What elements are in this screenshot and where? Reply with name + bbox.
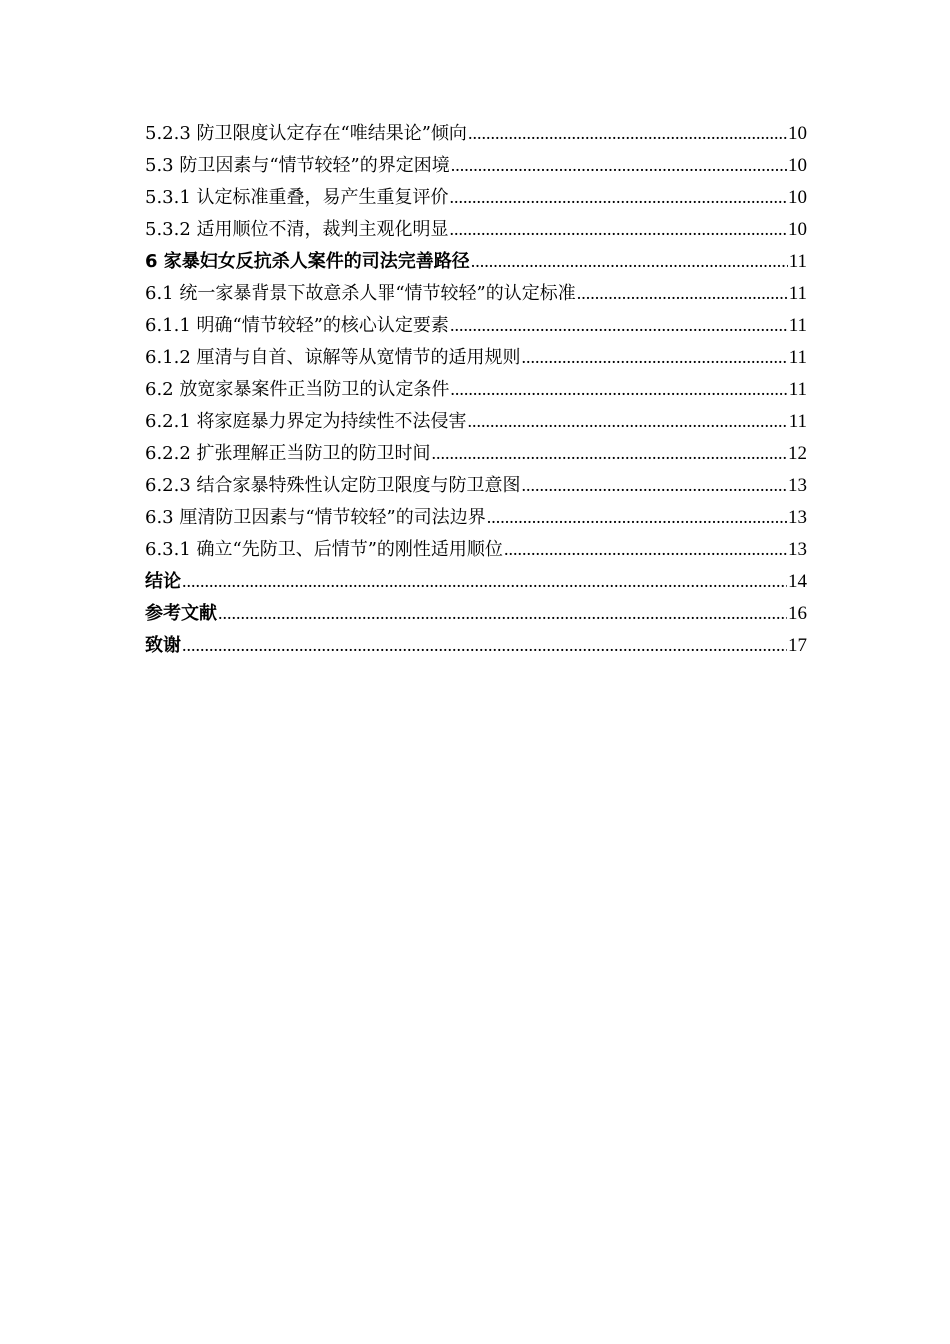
toc-page-number: 17 bbox=[788, 635, 807, 656]
toc-dot-leader bbox=[218, 597, 787, 629]
toc-page-number: 10 bbox=[788, 187, 807, 208]
toc-entry-title: 5.3 防卫因素与“情节较轻”的界定困境 bbox=[145, 155, 450, 176]
toc-page-number: 10 bbox=[788, 219, 807, 240]
toc-page-number: 14 bbox=[788, 571, 807, 592]
toc-dot-leader bbox=[450, 373, 787, 405]
toc-dot-leader bbox=[471, 245, 788, 277]
toc-entry[interactable] bbox=[145, 469, 807, 501]
toc-page-number: 11 bbox=[788, 347, 807, 368]
toc-dot-leader bbox=[468, 117, 787, 149]
toc-dot-leader bbox=[577, 277, 788, 309]
toc-entry[interactable] bbox=[145, 341, 807, 373]
toc-entry-title: 6.2.1 将家庭暴力界定为持续性不法侵害 bbox=[145, 411, 467, 432]
toc-page-number: 16 bbox=[788, 603, 807, 624]
toc-entry-title: 6.3 厘清防卫因素与“情节较轻”的司法边界 bbox=[145, 507, 486, 528]
toc-entry[interactable] bbox=[145, 213, 807, 245]
toc-entry[interactable] bbox=[145, 181, 807, 213]
toc-entry-title: 致谢 bbox=[145, 635, 181, 656]
toc-entry-title: 6.1.2 厘清与自首、谅解等从宽情节的适用规则 bbox=[145, 347, 521, 368]
toc-dot-leader bbox=[522, 341, 788, 373]
toc-entry-title: 6.1.1 明确“情节较轻”的核心认定要素 bbox=[145, 315, 449, 336]
toc-entry-title: 6 家暴妇女反抗杀人案件的司法完善路径 bbox=[145, 251, 470, 272]
toc-entry[interactable] bbox=[145, 501, 807, 533]
toc-page-number: 13 bbox=[788, 507, 807, 528]
toc-entry-title: 5.2.3 防卫限度认定存在“唯结果论”倾向 bbox=[145, 123, 467, 144]
toc-entry[interactable] bbox=[145, 309, 807, 341]
toc-entry[interactable] bbox=[145, 149, 807, 181]
toc-entry[interactable] bbox=[145, 405, 807, 437]
toc-dot-leader bbox=[522, 469, 787, 501]
toc-chapter-entry[interactable] bbox=[145, 245, 807, 277]
toc-entry-title: 5.3.2 适用顺位不清，裁判主观化明显 bbox=[145, 219, 449, 240]
toc-entry-title: 6.3.1 确立“先防卫、后情节”的刚性适用顺位 bbox=[145, 539, 503, 560]
toc-entry[interactable] bbox=[145, 373, 807, 405]
toc-page-number: 11 bbox=[788, 251, 807, 272]
table-of-contents bbox=[145, 117, 807, 661]
toc-dot-leader bbox=[450, 181, 787, 213]
toc-entry-title: 结论 bbox=[145, 571, 181, 592]
toc-page-number: 10 bbox=[788, 123, 807, 144]
toc-dot-leader bbox=[451, 149, 787, 181]
toc-entry-title: 6.2.3 结合家暴特殊性认定防卫限度与防卫意图 bbox=[145, 475, 521, 496]
toc-dot-leader bbox=[182, 629, 787, 661]
toc-dot-leader bbox=[450, 213, 787, 245]
toc-dot-leader bbox=[504, 533, 787, 565]
toc-entry[interactable] bbox=[145, 533, 807, 565]
toc-entry-title: 6.2 放宽家暴案件正当防卫的认定条件 bbox=[145, 379, 450, 400]
toc-entry[interactable] bbox=[145, 277, 807, 309]
toc-page-number: 11 bbox=[788, 411, 807, 432]
toc-chapter-entry[interactable] bbox=[145, 629, 807, 661]
toc-entry-title: 5.3.1 认定标准重叠，易产生重复评价 bbox=[145, 187, 449, 208]
toc-dot-leader bbox=[432, 437, 787, 469]
toc-entry-title: 6.2.2 扩张理解正当防卫的防卫时间 bbox=[145, 443, 431, 464]
toc-dot-leader bbox=[487, 501, 787, 533]
toc-entry[interactable] bbox=[145, 117, 807, 149]
toc-page-number: 11 bbox=[788, 379, 807, 400]
toc-dot-leader bbox=[182, 565, 787, 597]
toc-page-number: 10 bbox=[788, 155, 807, 176]
toc-page-number: 11 bbox=[788, 315, 807, 336]
toc-entry-title: 参考文献 bbox=[145, 603, 217, 624]
toc-page-number: 12 bbox=[788, 443, 807, 464]
toc-dot-leader bbox=[450, 309, 788, 341]
toc-dot-leader bbox=[468, 405, 788, 437]
toc-page-number: 11 bbox=[788, 283, 807, 304]
toc-entry[interactable] bbox=[145, 437, 807, 469]
toc-chapter-entry[interactable] bbox=[145, 565, 807, 597]
toc-entry-title: 6.1 统一家暴背景下故意杀人罪“情节较轻”的认定标准 bbox=[145, 283, 576, 304]
toc-page-number: 13 bbox=[788, 475, 807, 496]
toc-chapter-entry[interactable] bbox=[145, 597, 807, 629]
toc-page-number: 13 bbox=[788, 539, 807, 560]
